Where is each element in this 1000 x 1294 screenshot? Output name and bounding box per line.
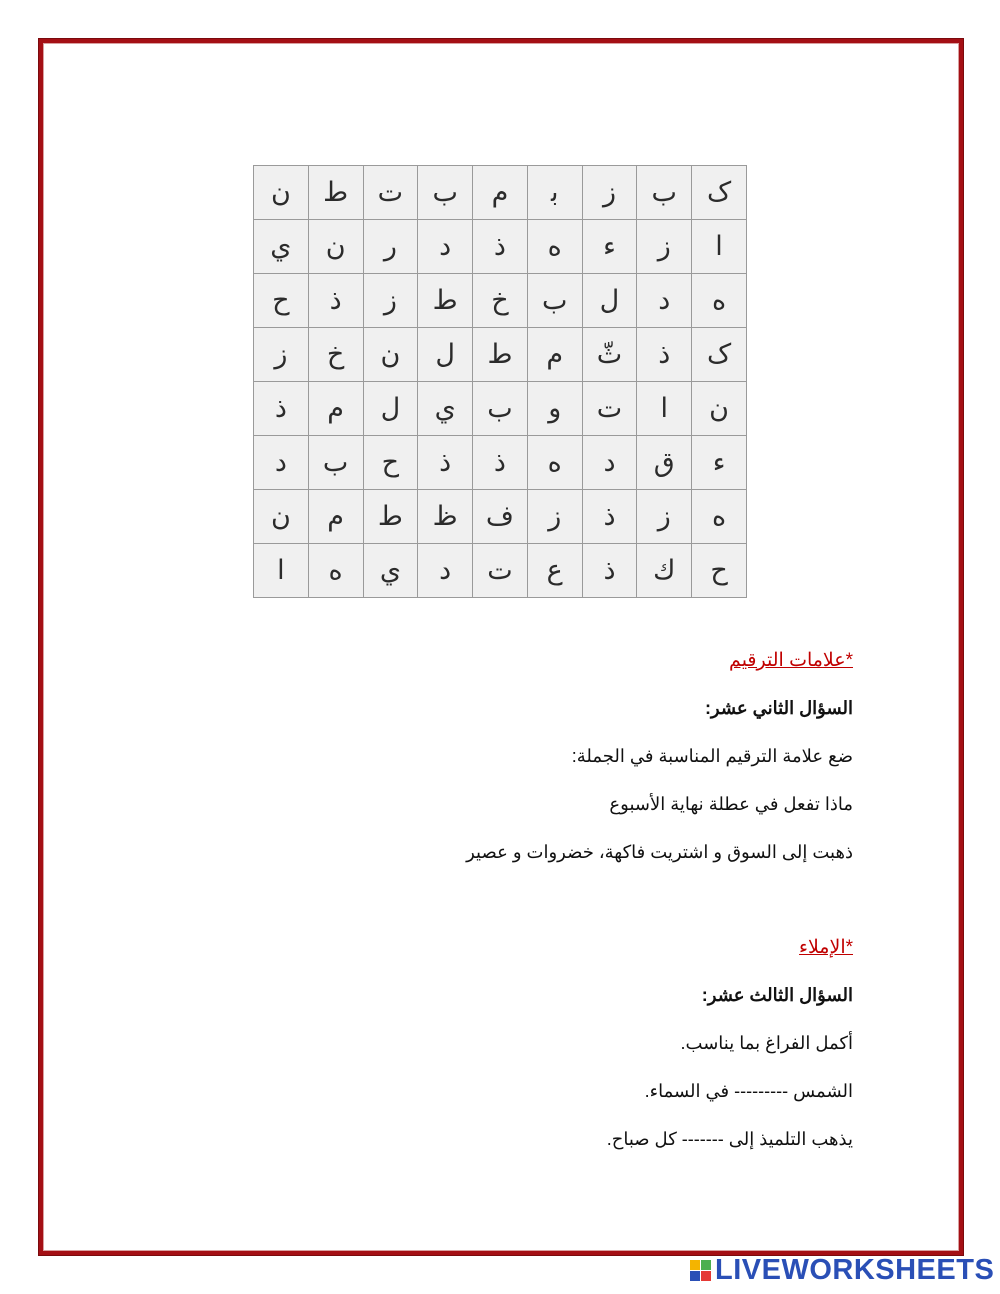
- grid-cell[interactable]: ذ: [637, 328, 692, 382]
- grid-row: [254, 274, 747, 328]
- grid-cell[interactable]: ز: [527, 490, 582, 544]
- grid-cell[interactable]: ذ: [254, 382, 309, 436]
- grid-cell[interactable]: خ: [473, 274, 528, 328]
- grid-cell[interactable]: ذ: [582, 544, 637, 598]
- logo-square: [690, 1260, 700, 1270]
- grid-cell[interactable]: ط: [308, 166, 363, 220]
- liveworksheets-brand[interactable]: [690, 1254, 994, 1287]
- grid-cell[interactable]: ذ: [582, 490, 637, 544]
- grid-cell[interactable]: ثّ: [582, 328, 637, 382]
- grid-cell[interactable]: ب: [308, 436, 363, 490]
- punctuation-section-heading: *علامات الترقيم: [729, 650, 853, 671]
- grid-cell[interactable]: ح: [692, 544, 747, 598]
- grid-cell[interactable]: ز: [582, 166, 637, 220]
- grid-cell[interactable]: ه: [692, 490, 747, 544]
- grid-cell[interactable]: ن: [308, 220, 363, 274]
- question-13-instruction: أكمل الفراغ بما يناسب.: [680, 1033, 853, 1053]
- grid-cell[interactable]: ه: [692, 274, 747, 328]
- grid-row: [254, 220, 747, 274]
- grid-row: [254, 544, 747, 598]
- grid-cell[interactable]: ذ: [473, 220, 528, 274]
- grid-cell[interactable]: ء: [582, 220, 637, 274]
- grid-cell[interactable]: ﺑ: [527, 166, 582, 220]
- grid-cell[interactable]: ب: [473, 382, 528, 436]
- logo-square: [701, 1271, 711, 1281]
- grid-cell[interactable]: د: [418, 544, 473, 598]
- grid-cell[interactable]: م: [308, 382, 363, 436]
- dictation-sentence-1: الشمس --------- في السماء.: [644, 1081, 853, 1101]
- punctuation-sentence-2: ذهبت إلى السوق و اشتريت فاكهة، خضروات و عصير: [466, 842, 853, 862]
- grid-cell[interactable]: خ: [308, 328, 363, 382]
- grid-cell[interactable]: ک: [692, 166, 747, 220]
- grid-row: [254, 382, 747, 436]
- grid-cell[interactable]: ب: [637, 166, 692, 220]
- grid-cell[interactable]: د: [418, 220, 473, 274]
- grid-cell[interactable]: ن: [254, 166, 309, 220]
- grid-cell[interactable]: ف: [473, 490, 528, 544]
- question-12-title: السؤال الثاني عشر:: [704, 698, 853, 718]
- grid-cell[interactable]: ا: [254, 544, 309, 598]
- grid-cell[interactable]: ي: [363, 544, 418, 598]
- grid-cell[interactable]: ط: [473, 328, 528, 382]
- grid-row: [254, 490, 747, 544]
- grid-cell[interactable]: و: [527, 382, 582, 436]
- logo-square: [701, 1260, 711, 1270]
- grid-cell[interactable]: ا: [692, 220, 747, 274]
- grid-cell[interactable]: ک: [692, 328, 747, 382]
- grid-cell[interactable]: ت: [363, 166, 418, 220]
- word-search-grid: [253, 165, 747, 598]
- grid-cell[interactable]: ظ: [418, 490, 473, 544]
- grid-cell[interactable]: ذ: [473, 436, 528, 490]
- grid-cell[interactable]: ل: [418, 328, 473, 382]
- brand-name: LIVEWORKSHEETS: [715, 1254, 995, 1286]
- grid-cell[interactable]: ت: [582, 382, 637, 436]
- grid-cell[interactable]: ه: [527, 436, 582, 490]
- grid-cell[interactable]: ب: [418, 166, 473, 220]
- grid-cell[interactable]: ط: [363, 490, 418, 544]
- grid-cell[interactable]: ز: [637, 220, 692, 274]
- grid-cell[interactable]: ع: [527, 544, 582, 598]
- grid-cell[interactable]: ل: [582, 274, 637, 328]
- grid-cell[interactable]: ت: [473, 544, 528, 598]
- grid-cell[interactable]: ب: [527, 274, 582, 328]
- grid-cell[interactable]: ء: [692, 436, 747, 490]
- grid-row: [254, 328, 747, 382]
- grid-cell[interactable]: ن: [692, 382, 747, 436]
- grid-cell[interactable]: ن: [363, 328, 418, 382]
- grid-cell[interactable]: ه: [527, 220, 582, 274]
- question-13-title: السؤال الثالث عشر:: [701, 985, 853, 1005]
- grid-cell[interactable]: ز: [637, 490, 692, 544]
- grid-cell[interactable]: ح: [254, 274, 309, 328]
- grid-cell[interactable]: ر: [363, 220, 418, 274]
- grid-cell[interactable]: ز: [363, 274, 418, 328]
- grid-cell[interactable]: ذ: [308, 274, 363, 328]
- grid-cell[interactable]: د: [254, 436, 309, 490]
- liveworksheets-logo-icon: [690, 1260, 711, 1281]
- grid-cell[interactable]: ه: [308, 544, 363, 598]
- grid-cell[interactable]: د: [637, 274, 692, 328]
- grid-cell[interactable]: ح: [363, 436, 418, 490]
- grid-cell[interactable]: ا: [637, 382, 692, 436]
- punctuation-sentence-1: ماذا تفعل في عطلة نهاية الأسبوع: [609, 794, 853, 814]
- dictation-sentence-2: يذهب التلميذ إلى ------- كل صباح.: [606, 1129, 853, 1149]
- grid-cell[interactable]: ز: [254, 328, 309, 382]
- grid-cell[interactable]: م: [473, 166, 528, 220]
- grid-cell[interactable]: ي: [254, 220, 309, 274]
- grid-cell[interactable]: ق: [637, 436, 692, 490]
- grid-cell[interactable]: د: [582, 436, 637, 490]
- grid-cell[interactable]: ي: [418, 382, 473, 436]
- grid-cell[interactable]: ط: [418, 274, 473, 328]
- grid-cell[interactable]: ل: [363, 382, 418, 436]
- grid-row: [254, 436, 747, 490]
- grid-cell[interactable]: ن: [254, 490, 309, 544]
- dictation-section-heading: *الإملاء: [799, 937, 853, 958]
- grid-row: [254, 166, 747, 220]
- question-12-instruction: ضع علامة الترقيم المناسبة في الجملة:: [571, 746, 853, 766]
- grid-cell[interactable]: م: [527, 328, 582, 382]
- grid-cell[interactable]: ك: [637, 544, 692, 598]
- grid-cell[interactable]: ذ: [418, 436, 473, 490]
- logo-square: [690, 1271, 700, 1281]
- grid-cell[interactable]: م: [308, 490, 363, 544]
